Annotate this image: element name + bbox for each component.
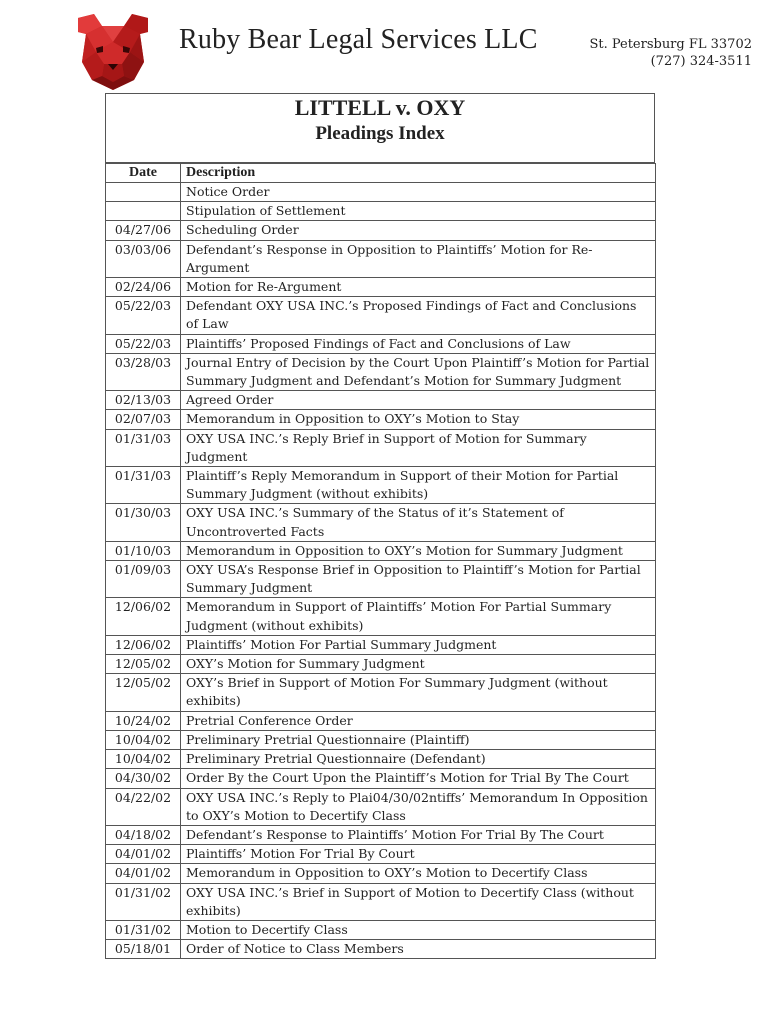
case-title: LITTELL v. OXY <box>294 95 466 120</box>
table-row <box>106 788 656 825</box>
table-row <box>106 240 656 277</box>
pleading-description: Order By the Court Upon the Plaintiff’s Motion for Trial By The Court <box>181 769 656 788</box>
table-row <box>106 202 656 221</box>
pleading-date: 04/01/02 <box>106 864 181 883</box>
table-row <box>106 221 656 240</box>
table-row <box>106 297 656 334</box>
pleading-description: Plaintiffs’ Proposed Findings of Fact and Conclusions of Law <box>181 334 656 353</box>
pleading-date: 01/31/02 <box>106 883 181 920</box>
pleading-description: OXY USA INC.’s Reply Brief in Support of Motion for Summary Judgment <box>181 429 656 466</box>
pleadings-table <box>105 163 656 959</box>
index-subtitle: Pleadings Index <box>315 123 445 144</box>
pleading-description: OXY’s Motion for Summary Judgment <box>181 655 656 674</box>
pleading-date: 01/10/03 <box>106 541 181 560</box>
pleading-description: OXY USA INC.’s Summary of the Status of it’s Statement of Uncontroverted Facts <box>181 504 656 541</box>
pleading-date: 05/22/03 <box>106 334 181 353</box>
table-row <box>106 674 656 711</box>
title-block <box>105 93 655 163</box>
pleading-description: Memorandum in Opposition to OXY’s Motion for Summary Judgment <box>181 541 656 560</box>
pleading-description: Agreed Order <box>181 391 656 410</box>
pleading-date: 04/01/02 <box>106 845 181 864</box>
pleading-description: OXY’s Brief in Support of Motion For Summary Judgment (without exhibits) <box>181 674 656 711</box>
company-logo <box>72 12 154 92</box>
table-row <box>106 598 656 635</box>
pleading-date: 04/18/02 <box>106 825 181 844</box>
pleadings-index-document <box>105 93 655 959</box>
table-row <box>106 541 656 560</box>
table-row <box>106 410 656 429</box>
table-row <box>106 711 656 730</box>
pleading-date: 01/31/03 <box>106 467 181 504</box>
pleading-description: Defendant’s Response in Opposition to Plaintiffs’ Motion for Re-Argument <box>181 240 656 277</box>
table-row <box>106 635 656 654</box>
red-bear-head-icon <box>72 12 154 92</box>
pleading-description: Motion to Decertify Class <box>181 920 656 939</box>
pleading-description: Pretrial Conference Order <box>181 711 656 730</box>
pleading-date: 12/05/02 <box>106 655 181 674</box>
company-phone: (727) 324-3511 <box>650 54 752 69</box>
pleading-description: Defendant’s Response to Plaintiffs’ Motion For Trial By The Court <box>181 825 656 844</box>
date-column-header: Date <box>106 164 181 183</box>
pleading-date <box>106 183 181 202</box>
pleading-date: 12/06/02 <box>106 598 181 635</box>
table-row <box>106 730 656 749</box>
pleading-description: Motion for Re-Argument <box>181 278 656 297</box>
pleading-description: OXY USA INC.’s Brief in Support of Motion to Decertify Class (without exhibits) <box>181 883 656 920</box>
table-row <box>106 750 656 769</box>
table-row <box>106 825 656 844</box>
table-row <box>106 467 656 504</box>
pleading-description: Order of Notice to Class Members <box>181 940 656 959</box>
pleading-description: Notice Order <box>181 183 656 202</box>
pleading-description: Stipulation of Settlement <box>181 202 656 221</box>
pleading-description: Memorandum in Opposition to OXY’s Motion to Decertify Class <box>181 864 656 883</box>
table-row <box>106 334 656 353</box>
pleading-description: Journal Entry of Decision by the Court Upon Plaintiff’s Motion for Partial Summary Judgment and Defendant’s Motion for Summary Judgment <box>181 353 656 390</box>
pleading-date: 12/05/02 <box>106 674 181 711</box>
pleading-date: 10/24/02 <box>106 711 181 730</box>
pleading-description: Plaintiff’s Reply Memorandum in Support of their Motion for Partial Summary Judgment (without exhibits) <box>181 467 656 504</box>
pleading-date: 10/04/02 <box>106 730 181 749</box>
pleading-date <box>106 202 181 221</box>
pleading-date: 02/07/03 <box>106 410 181 429</box>
table-row <box>106 769 656 788</box>
table-row <box>106 504 656 541</box>
table-row <box>106 940 656 959</box>
pleading-date: 03/03/06 <box>106 240 181 277</box>
pleading-description: OXY USA INC.’s Reply to Plai04/30/02ntiffs’ Memorandum In Opposition to OXY’s Motion to Decertify Class <box>181 788 656 825</box>
company-contact <box>589 36 752 70</box>
table-row <box>106 920 656 939</box>
table-row <box>106 864 656 883</box>
pleading-date: 12/06/02 <box>106 635 181 654</box>
pleading-description: Plaintiffs’ Motion For Trial By Court <box>181 845 656 864</box>
pleading-description: Plaintiffs’ Motion For Partial Summary Judgment <box>181 635 656 654</box>
company-name: Ruby Bear Legal Services LLC <box>179 24 538 55</box>
pleading-date: 05/18/01 <box>106 940 181 959</box>
table-row <box>106 183 656 202</box>
pleading-date: 05/22/03 <box>106 297 181 334</box>
table-header-row <box>106 164 656 183</box>
table-row <box>106 655 656 674</box>
pleading-description: Preliminary Pretrial Questionnaire (Plaintiff) <box>181 730 656 749</box>
company-address: St. Petersburg FL 33702 <box>589 37 752 52</box>
pleading-date: 02/13/03 <box>106 391 181 410</box>
pleading-description: Memorandum in Opposition to OXY’s Motion to Stay <box>181 410 656 429</box>
pleading-date: 04/27/06 <box>106 221 181 240</box>
pleading-description: OXY USA’s Response Brief in Opposition to Plaintiff’s Motion for Partial Summary Judgment <box>181 561 656 598</box>
table-row <box>106 883 656 920</box>
table-row <box>106 561 656 598</box>
pleading-description: Scheduling Order <box>181 221 656 240</box>
pleading-date: 01/31/02 <box>106 920 181 939</box>
table-row <box>106 845 656 864</box>
pleading-date: 04/22/02 <box>106 788 181 825</box>
table-row <box>106 429 656 466</box>
pleading-description: Defendant OXY USA INC.’s Proposed Findings of Fact and Conclusions of Law <box>181 297 656 334</box>
pleading-description: Preliminary Pretrial Questionnaire (Defendant) <box>181 750 656 769</box>
pleading-description: Memorandum in Support of Plaintiffs’ Motion For Partial Summary Judgment (without exhibits) <box>181 598 656 635</box>
pleading-date: 03/28/03 <box>106 353 181 390</box>
table-row <box>106 353 656 390</box>
pleading-date: 02/24/06 <box>106 278 181 297</box>
pleading-date: 01/30/03 <box>106 504 181 541</box>
pleading-date: 10/04/02 <box>106 750 181 769</box>
pleading-date: 01/09/03 <box>106 561 181 598</box>
table-row <box>106 391 656 410</box>
description-column-header: Description <box>181 164 656 183</box>
table-body <box>106 183 656 959</box>
table-row <box>106 278 656 297</box>
pleading-date: 01/31/03 <box>106 429 181 466</box>
pleading-date: 04/30/02 <box>106 769 181 788</box>
